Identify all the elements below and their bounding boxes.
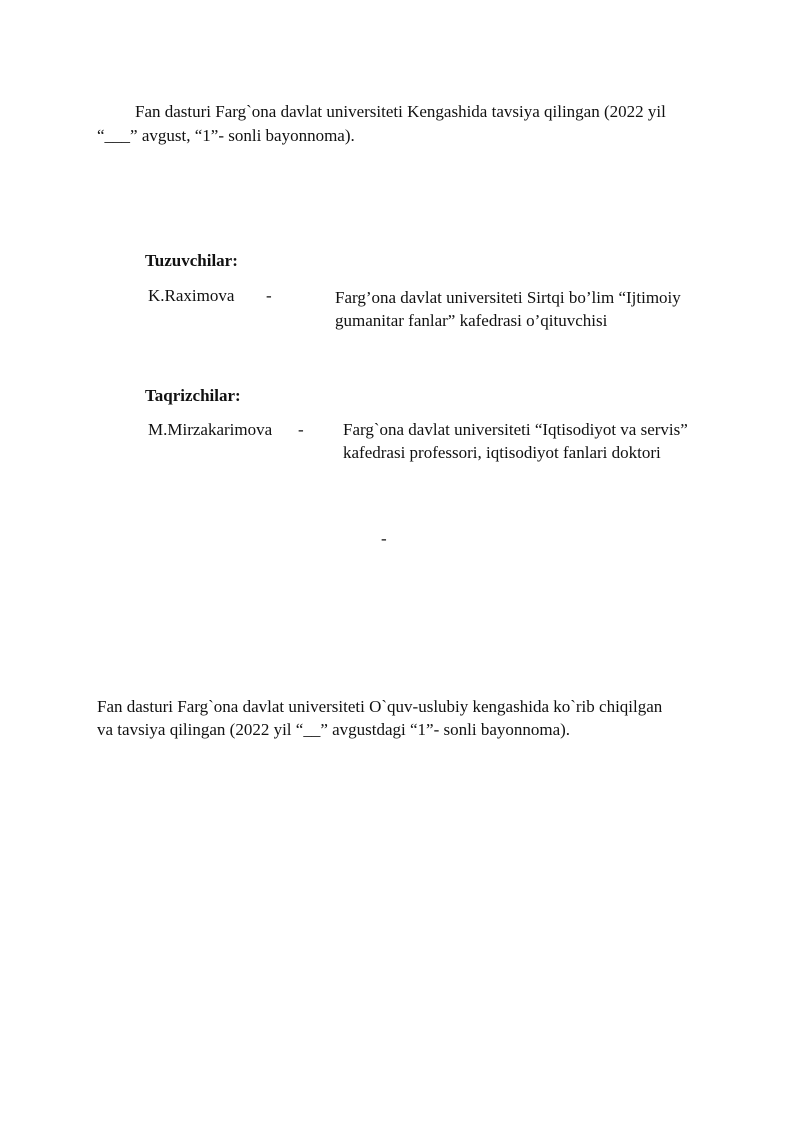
reviewer-name: M.Mirzakarimova xyxy=(148,420,273,439)
council-line-2: va tavsiya qilingan (2022 yil “__” avgustdagi “1”- sonli bayonnoma). xyxy=(97,720,571,739)
authors-heading: Tuzuvchilar: xyxy=(145,251,238,270)
reviewer-description-line-2: kafedrasi professori, iqtisodiyot fanlari doktori xyxy=(343,443,661,462)
reviewer-dash: - xyxy=(298,420,304,439)
author-dash: - xyxy=(266,286,272,305)
intro-line-2: “___” avgust, “1”- sonli bayonnoma). xyxy=(97,126,355,145)
stray-dash: - xyxy=(381,529,387,548)
author-name: K.Raximova xyxy=(148,286,235,305)
author-description-line-2: gumanitar fanlar” kafedrasi o’qituvchisi xyxy=(335,311,608,330)
reviewer-description-line-1: Farg`ona davlat universiteti “Iqtisodiyot va servis” xyxy=(343,420,688,439)
author-description-line-1: Farg’ona davlat universiteti Sirtqi bo’lim “Ijtimoiy xyxy=(335,288,681,307)
reviewers-heading: Taqrizchilar: xyxy=(145,386,241,405)
intro-line-1: Fan dasturi Farg`ona davlat universiteti Kengashida tavsiya qilingan (2022 yil xyxy=(135,102,666,121)
council-line-1: Fan dasturi Farg`ona davlat universiteti O`quv-uslubiy kengashida ko`rib chiqilgan xyxy=(97,697,663,716)
